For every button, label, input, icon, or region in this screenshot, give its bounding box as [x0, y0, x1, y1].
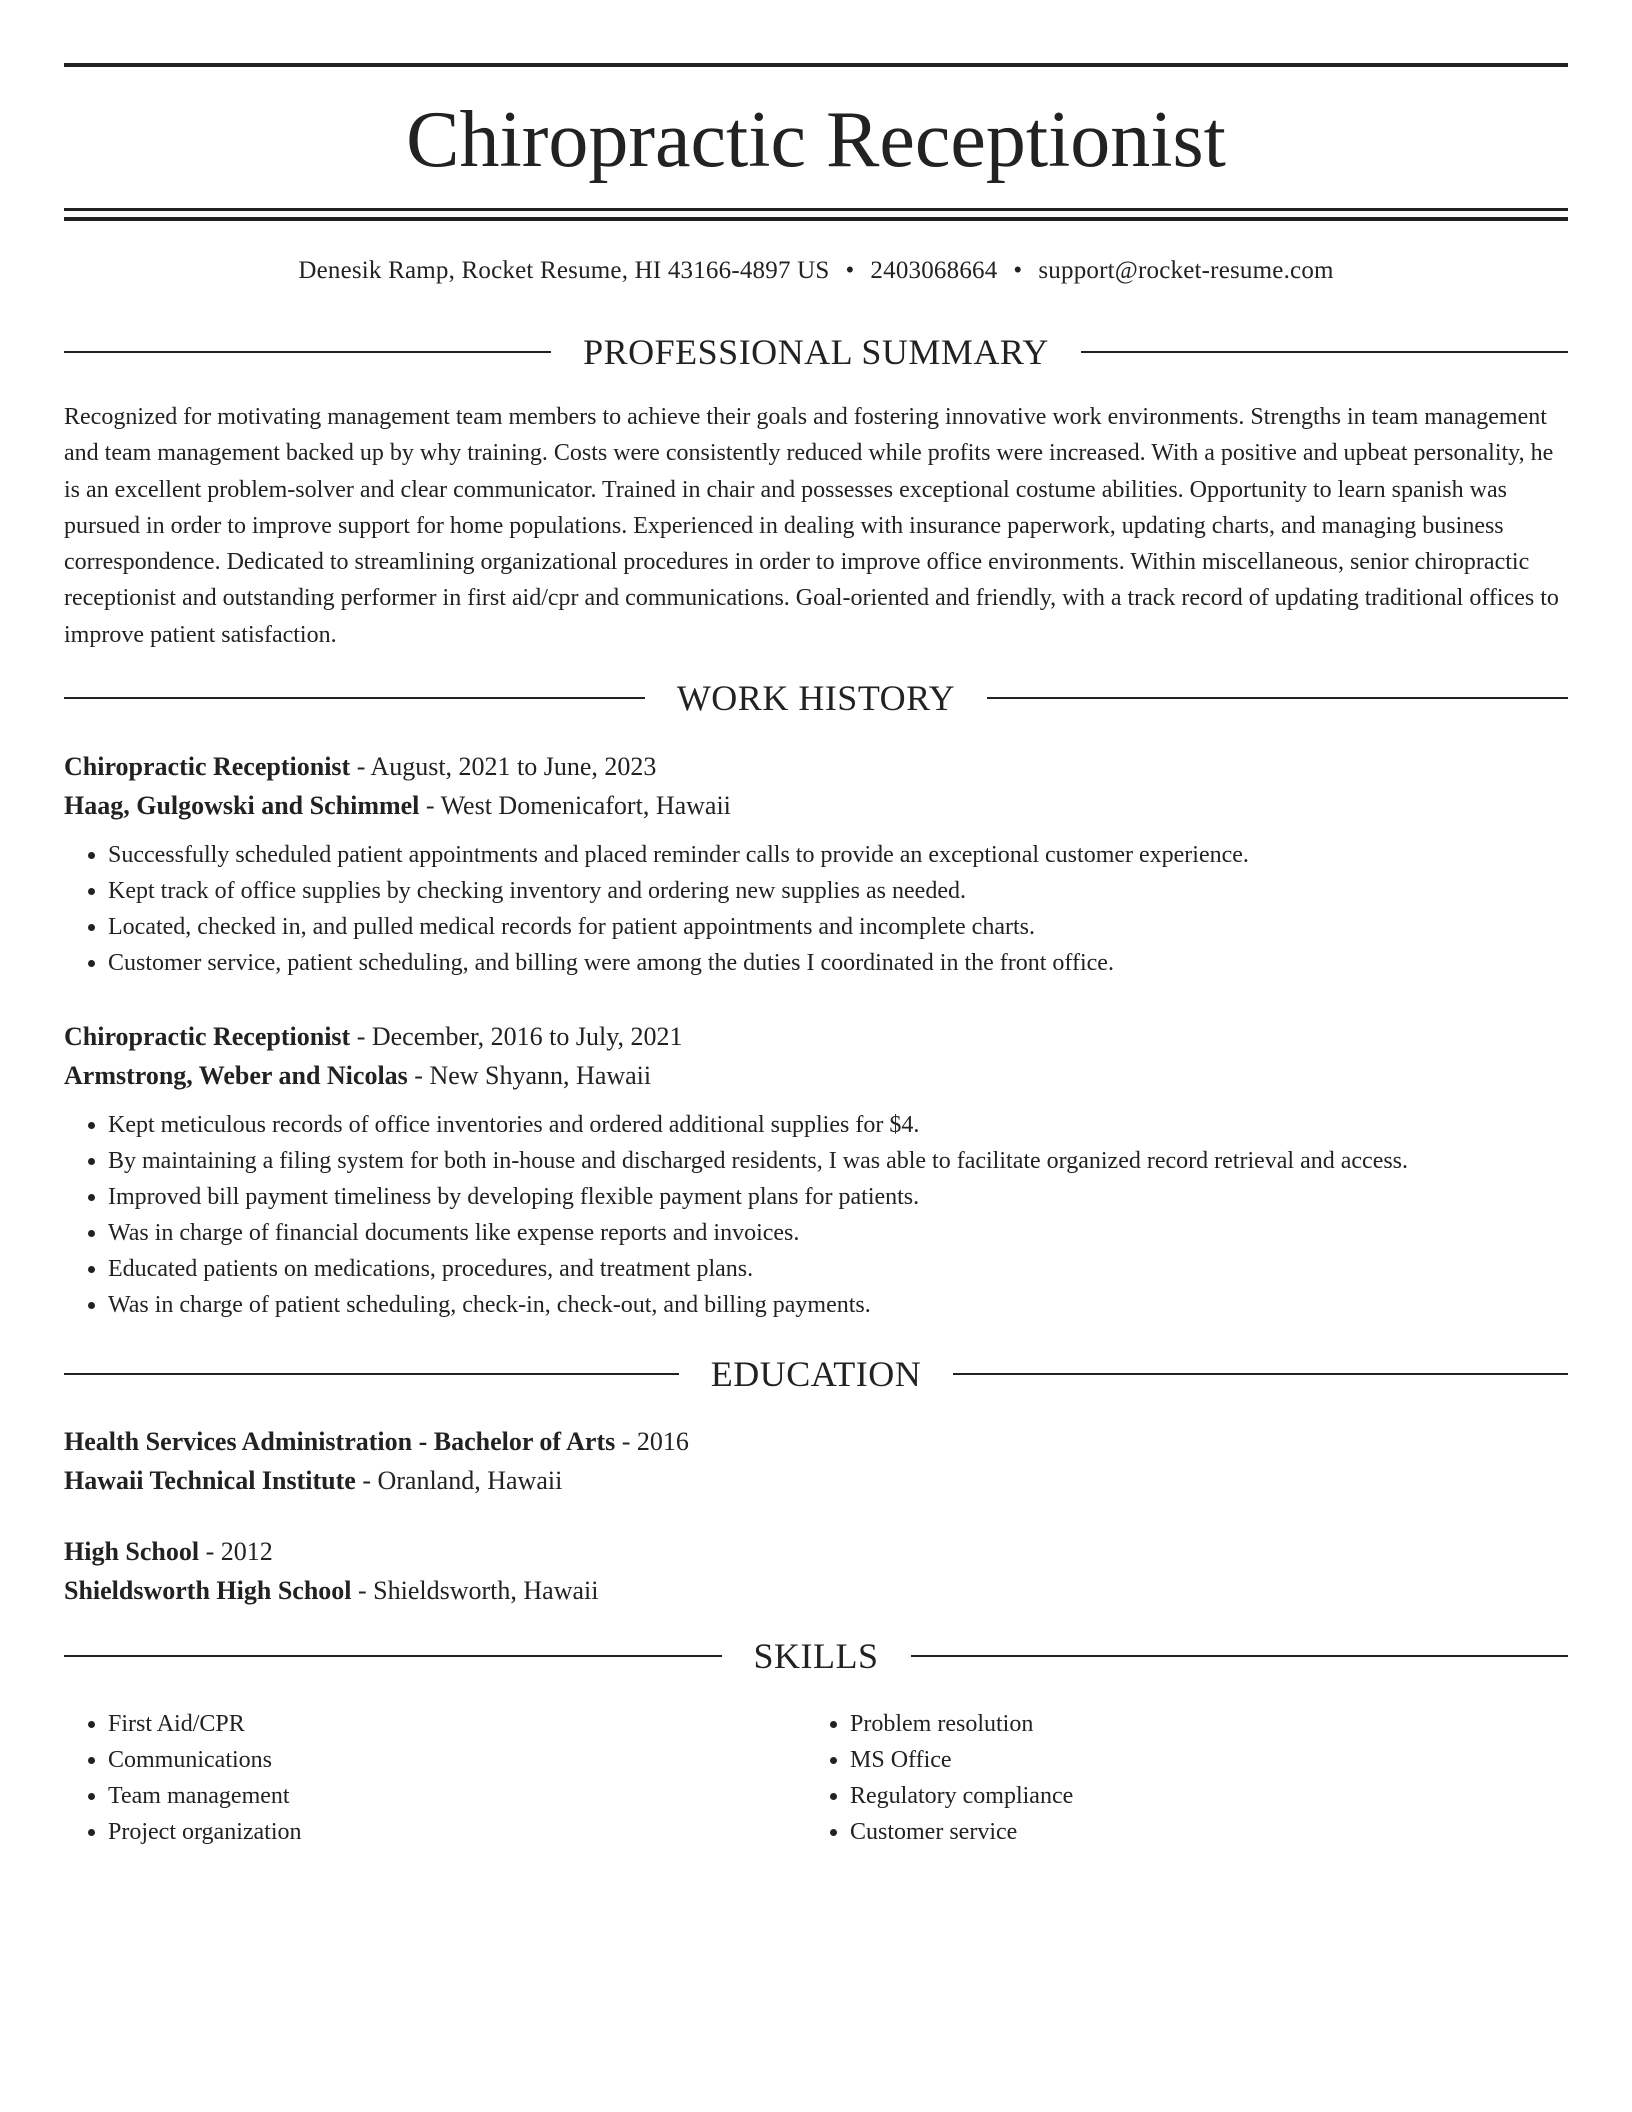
- job-bullets: [64, 1107, 1568, 1323]
- job-bullets: [64, 837, 1568, 981]
- skill-item: • MS Office: [850, 1742, 1548, 1778]
- skill-item: • Problem resolution: [850, 1706, 1548, 1742]
- job-company-line: [64, 786, 1568, 825]
- heading-rule-right: [987, 697, 1568, 699]
- job-title-line: [64, 747, 1568, 786]
- work-entry: [64, 747, 1568, 981]
- heading-rule-right: [953, 1373, 1568, 1375]
- job-title-line: [64, 1017, 1568, 1056]
- education-school-line: [64, 1571, 1568, 1610]
- contact-separator: •: [1013, 257, 1023, 284]
- list-item: • By maintaining a filing system for both in-house and discharged residents, I was able to facilitate organized record retrieval and access.: [108, 1143, 1568, 1179]
- section-title: PROFESSIONAL SUMMARY: [583, 332, 1049, 372]
- education-school-line: [64, 1461, 1568, 1500]
- skills-columns: [64, 1706, 1568, 1850]
- section-heading-work: [64, 676, 1568, 720]
- heading-rule-left: [64, 1373, 679, 1375]
- heading-rule-left: [64, 697, 645, 699]
- heading-rule-right: [911, 1655, 1569, 1657]
- title-double-rule: [64, 208, 1568, 221]
- list-item: • Improved bill payment timeliness by developing flexible payment plans for patients.: [108, 1179, 1568, 1215]
- education-degree-line: [64, 1422, 1568, 1461]
- job-dates: - December, 2016 to July, 2021: [350, 1022, 683, 1051]
- education-year: - 2012: [199, 1537, 273, 1566]
- heading-rule-left: [64, 351, 551, 353]
- list-item: • Was in charge of financial documents like expense reports and invoices.: [108, 1215, 1568, 1251]
- contact-address: Denesik Ramp, Rocket Resume, HI 43166-4897 US: [298, 257, 830, 284]
- job-location: - New Shyann, Hawaii: [407, 1061, 652, 1090]
- section-heading-skills: [64, 1634, 1568, 1678]
- heading-rule-left: [64, 1655, 722, 1657]
- heading-rule-right: [1081, 351, 1568, 353]
- section-title: EDUCATION: [710, 1354, 922, 1394]
- section-title: WORK HISTORY: [676, 678, 956, 718]
- education-location: - Shieldsworth, Hawaii: [351, 1576, 599, 1605]
- contact-email: support@rocket-resume.com: [1038, 257, 1334, 284]
- job-title: Chiropractic Receptionist: [64, 752, 351, 781]
- work-entry: [64, 1017, 1568, 1323]
- skill-item: • First Aid/CPR: [108, 1706, 806, 1742]
- education-entry: [64, 1532, 1568, 1610]
- job-company: Haag, Gulgowski and Schimmel: [64, 791, 420, 820]
- job-company: Armstrong, Weber and Nicolas: [64, 1061, 408, 1090]
- contact-separator: •: [845, 257, 855, 284]
- page-title: Chiropractic Receptionist: [406, 96, 1226, 184]
- section-heading-education: [64, 1352, 1568, 1396]
- education-school: Shieldsworth High School: [64, 1576, 352, 1605]
- education-school: Hawaii Technical Institute: [64, 1466, 356, 1495]
- skill-item: • Project organization: [108, 1814, 806, 1850]
- list-item: • Successfully scheduled patient appointments and placed reminder calls to provide an exceptional customer experience.: [108, 837, 1568, 873]
- education-degree: Health Services Administration - Bachelor of Arts: [64, 1427, 616, 1456]
- section-title: SKILLS: [753, 1636, 879, 1676]
- section-heading-summary: [64, 330, 1568, 374]
- contact-phone: 2403068664: [870, 257, 998, 284]
- list-item: • Customer service, patient scheduling, and billing were among the duties I coordinated in the front office.: [108, 945, 1568, 981]
- job-dates: - August, 2021 to June, 2023: [350, 752, 657, 781]
- list-item: • Educated patients on medications, procedures, and treatment plans.: [108, 1251, 1568, 1287]
- job-title: Chiropractic Receptionist: [64, 1022, 351, 1051]
- contact-line: [64, 255, 1568, 287]
- education-degree: High School: [64, 1537, 200, 1566]
- list-item: • Was in charge of patient scheduling, check-in, check-out, and billing payments.: [108, 1287, 1568, 1323]
- skills-list-left: [64, 1706, 806, 1850]
- education-degree-line: [64, 1532, 1568, 1571]
- list-item: • Kept meticulous records of office inventories and ordered additional supplies for $4.: [108, 1107, 1568, 1143]
- job-company-line: [64, 1056, 1568, 1095]
- education-year: - 2016: [615, 1427, 689, 1456]
- list-item: • Kept track of office supplies by checking inventory and ordering new supplies as needed.: [108, 873, 1568, 909]
- education-entry: [64, 1422, 1568, 1500]
- skill-item: • Regulatory compliance: [850, 1778, 1548, 1814]
- education-location: - Oranland, Hawaii: [355, 1466, 563, 1495]
- summary-text: Recognized for motivating management team members to achieve their goals and fostering innovative work environments. Strengths in team management and team management backed up by why training. Costs were consistently reduced while profits were increased. With a positive and upbeat personality, he is an excellent problem-solver and clear communicator. Trained in chair and possesses exceptional costume abilities. Opportunity to learn spanish was pursued in order to improve support for home populations. Experienced in dealing with insurance paperwork, updating charts, and managing business correspondence. Dedicated to streamlining organizational procedures in order to improve office environments. Within miscellaneous, senior chiropractic receptionist and outstanding performer in first aid/cpr and communications. Goal-oriented and friendly, with a track record of updating traditional offices to improve patient satisfaction.: [64, 404, 1559, 648]
- skill-item: • Customer service: [850, 1814, 1548, 1850]
- list-item: • Located, checked in, and pulled medical records for patient appointments and incomplete charts.: [108, 909, 1568, 945]
- job-location: - West Domenicafort, Hawaii: [419, 791, 731, 820]
- skill-item: • Communications: [108, 1742, 806, 1778]
- skills-list-right: [806, 1706, 1548, 1850]
- top-rule: [64, 63, 1568, 67]
- skill-item: • Team management: [108, 1778, 806, 1814]
